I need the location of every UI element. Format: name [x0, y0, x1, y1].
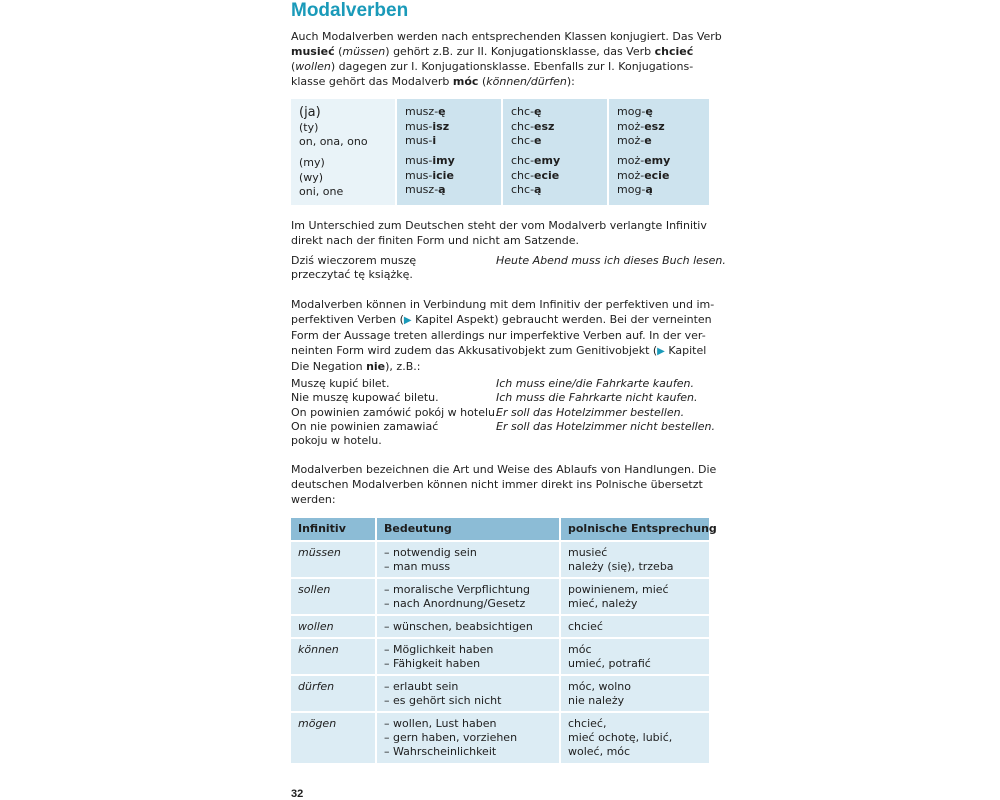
ways-note: Modalverben bezeichnen die Art und Weise des Ablaufs von Handlungen. Die deutschen Modalverben können nicht immer direkt ins Polnische übersetzt werden:	[291, 463, 717, 506]
table-row: mögen – wollen, Lust haben – gern haben, vorziehen – Wahrscheinlichkeit chcieć, mieć ochotę, lubić, woleć, móc	[291, 713, 709, 763]
intro-paragraph	[291, 29, 722, 89]
example-1-polish: Dziś wieczorem muszę przeczytać tę książkę.	[291, 254, 417, 282]
moc-singular: mog-ę moż-esz moż-e	[617, 105, 665, 147]
pronoun-column	[291, 99, 395, 205]
table-row: können – Möglichkeit haben – Fähigkeit haben móc umieć, potrafić	[291, 639, 709, 674]
page-title: Modalverben	[291, 0, 409, 21]
moc-plural: moż-emy moż-ecie mog-ą	[617, 154, 671, 196]
musiec-singular: musz-ę mus-isz mus-i	[405, 105, 450, 147]
pronouns-singular: (ja) (ty) on, ona, ono	[299, 105, 368, 148]
intro-line-4: klasse gehört das Modalverb móc (können/dürfen):	[291, 75, 575, 88]
table-row: sollen – moralische Verpflichtung – nach Anordnung/Gesetz powinienem, mieć mieć, należy	[291, 579, 709, 614]
verb-column-moc	[609, 99, 709, 205]
aspect-note: Modalverben können in Verbindung mit dem Infinitiv der perfektiven und im- perfektiven Verben (▶ Kapitel Aspekt) gebraucht werden. Bei der verneinten Form der Aussage treten allerdings nur imperfektive Verben auf. In der ver- neinten Form wird zudem das Akkusativobjekt zum Genitivobjekt (▶ Kapitel Die Negation nie), z.B.:	[291, 298, 715, 373]
meaning-table-header	[291, 518, 717, 540]
conjugation-table	[291, 99, 709, 205]
table-row: müssen – notwendig sein – man muss musieć należy (się), trzeba	[291, 542, 709, 577]
intro-line-1: Auch Modalverben werden nach entsprechenden Klassen konjugiert. Das Verb	[291, 30, 722, 43]
table-row: wollen – wünschen, beabsichtigen chcieć	[291, 616, 709, 637]
header-bedeutung: Bedeutung	[377, 518, 559, 540]
intro-line-3: (wollen) dagegen zur I. Konjugationsklasse. Ebenfalls zur I. Konjugations-	[291, 60, 694, 73]
header-polnische-entsprechung: polnische Entsprechung	[561, 518, 709, 540]
chciec-plural: chc-emy chc-ecie chc-ą	[511, 154, 561, 196]
infinitive-note: Im Unterschied zum Deutschen steht der vom Modalverb verlangte Infinitiv direkt nach der finiten Form und nicht am Satzende.	[291, 219, 707, 247]
page-number: 32	[291, 788, 304, 800]
verb-column-chciec	[503, 99, 607, 205]
reference-arrow-icon: ▶	[403, 315, 412, 326]
header-infinitiv: Infinitiv	[291, 518, 375, 540]
reference-arrow-icon: ▶	[657, 346, 665, 357]
table-row: dürfen – erlaubt sein – es gehört sich nicht móc, wolno nie należy	[291, 676, 709, 711]
example-1-german: Heute Abend muss ich dieses Buch lesen.	[496, 254, 726, 267]
intro-line-2: musieć (müssen) gehört z.B. zur II. Konjugationsklasse, das Verb chcieć	[291, 45, 694, 58]
examples-2-german: Ich muss eine/die Fahrkarte kaufen. Ich muss die Fahrkarte nicht kaufen. Er soll das Hotelzimmer bestellen. Er soll das Hotelzimmer nicht bestellen.	[496, 377, 715, 433]
examples-2-polish: Muszę kupić bilet. Nie muszę kupować biletu. On powinien zamówić pokój w hotelu. On nie powinien zamawiać pokoju w hotelu.	[291, 377, 499, 448]
chciec-singular: chc-ę chc-esz chc-e	[511, 105, 555, 147]
pronouns-plural: (my) (wy) oni, one	[299, 156, 344, 198]
verb-column-musiec	[397, 99, 501, 205]
musiec-plural: mus-imy mus-icie musz-ą	[405, 154, 455, 196]
